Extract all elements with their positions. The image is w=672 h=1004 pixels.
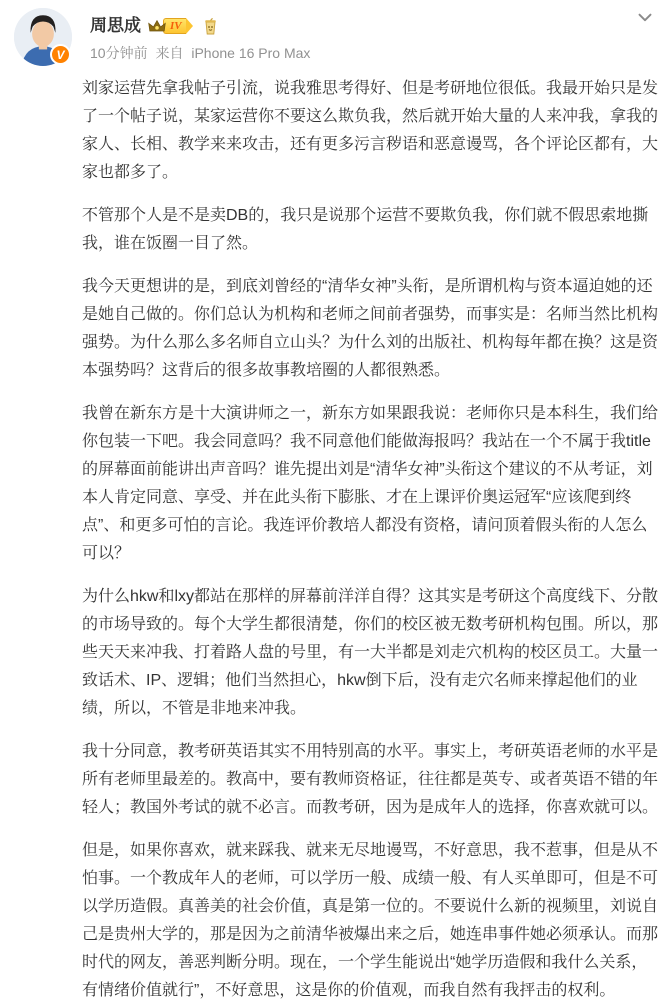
post-paragraph: 我今天更想讲的是，到底刘曾经的“清华女神”头衔，是所谓机构与资本逼迫她的还是她自己做的。你们总认为机构和老师之间前者强势，而事实是：名师当然比机构强势。为什么那么多名师自立山头？为什么刘的出版社、机构每年都在换？这是资本强势吗？这背后的很多故事教培圈的人都很熟悉。 (82, 278, 659, 379)
post-menu-button[interactable] (634, 6, 656, 28)
post-paragraph: 不管那个人是不是卖DB的，我只是说那个运营不要欺负我，你们就不假思索地撕我，谁在饭圈一目了然。 (82, 207, 649, 252)
post-header (0, 0, 672, 62)
chevron-down-icon (634, 6, 656, 28)
timestamp: 10分钟前 (90, 45, 148, 61)
post-body (0, 75, 672, 1004)
bubble-tea-cup-icon[interactable] (203, 18, 218, 35)
post-paragraph: 但是，如果你喜欢，就来踩我、就来无尽地谩骂，不好意思，我不惹事，但是从不怕事。一个教成年人的老师，可以学历一般、成绩一般、有人买单即可，但是不可以学历造假。真善美的社会价值，真是第一位的。不要说什么新的视频里，刘说自己是贵州大学的，那是因为之前清华被爆出来之后，她连串事件她必须承认。而那时代的网友，善恶判断分明。现在，一个学生能说出“她学历造假和我什么关系，有情绪价值就行”，不好意思，这是你的价值观，而我自然有我抨击的权利。 (82, 842, 659, 999)
vip-badge-tail (186, 18, 193, 34)
post-meta (90, 45, 628, 62)
author-name[interactable]: 周思成 (90, 16, 141, 35)
vip-badge[interactable] (148, 18, 193, 34)
post-paragraph: 我曾在新东方是十大演讲师之一，新东方如果跟我说：老师你只是本科生，我们给你包装一下吧。我会同意吗？我不同意他们能做海报吗？我站在一个不属于我title的屏幕面前能讲出声音吗？谁先提出刘是“清华女神”头衔这个建议的不从考证，刘本人肯定同意、享受、并在此头衔下膨胀、才在上课评价奥运冠军“应该爬到终点”、和更多可怕的言论。我连评价教培人都没有资格，请问顶着假头衔的人怎么可以？ (82, 405, 659, 562)
source-prefix: 来自 (155, 45, 184, 61)
source-label: iPhone 16 Pro Max (191, 45, 311, 61)
post-paragraph: 刘家运营先拿我帖子引流，说我雅思考得好、但是考研地位很低。我最开始只是发了一个帖子说，某家运营你不要这么欺负我，然后就开始大量的人来冲我，拿我的家人、长相、教学来来攻击，还有更多污言秽语和恶意谩骂，各个评论区都有，大家也都多了。 (82, 80, 659, 181)
post-paragraph: 我十分同意，教考研英语其实不用特别高的水平。事实上，考研英语老师的水平是所有老师里最差的。教高中，要有教师资格证，往往都是英专、或者英语不错的年轻人；教国外考试的就不必言。而教考研，因为是成年人的选择，你喜欢就可以。 (82, 743, 659, 816)
verified-badge[interactable]: V (50, 44, 71, 65)
crown-icon (148, 19, 166, 34)
name-row (90, 15, 628, 37)
post-paragraph: 为什么hkw和lxy都站在那样的屏幕前洋洋自得？这其实是考研这个高度线下、分散的市场导致的。每个大学生都很清楚，你们的校区被无数考研机构包围。所以，那些天天来冲我、打着路人盘的号里，有一大半都是刘走穴机构的校区员工。大量一致话术、IP、逻辑；他们当然担心，hkw倒下后，没有走穴名师来撑起他们的业绩，所以，不管是非地来冲我。 (82, 588, 659, 717)
vip-level-label: IV (163, 18, 186, 34)
